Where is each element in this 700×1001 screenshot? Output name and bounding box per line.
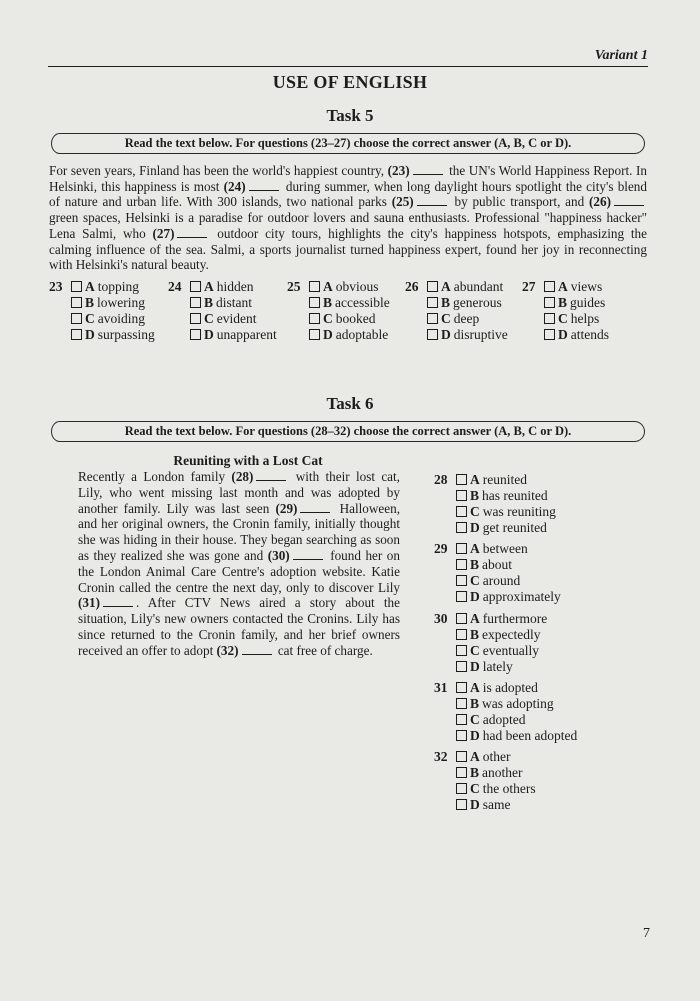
story-title: Reuniting with a Lost Cat xyxy=(173,453,323,468)
question-marker: (29) xyxy=(275,500,298,516)
option-text: adoptable xyxy=(335,327,389,342)
checkbox[interactable] xyxy=(309,297,320,308)
option-d[interactable] xyxy=(405,327,508,343)
passage-text: by public transport, and xyxy=(449,194,590,210)
option-b[interactable] xyxy=(168,295,277,311)
option-c[interactable] xyxy=(434,712,577,728)
checkbox[interactable] xyxy=(456,767,467,778)
answer-blank xyxy=(242,643,272,655)
answer-blank xyxy=(256,469,286,481)
checkbox[interactable] xyxy=(456,474,467,485)
option-letter: D xyxy=(558,327,568,342)
question-32 xyxy=(434,749,536,813)
option-a[interactable] xyxy=(287,279,390,295)
option-letter: A xyxy=(470,611,480,626)
checkbox[interactable] xyxy=(456,698,467,709)
option-a[interactable] xyxy=(434,541,561,557)
option-text: topping xyxy=(97,279,140,294)
option-letter: D xyxy=(470,728,480,743)
passage-text: . After CTV News aired a story about the situation, Lily's new owners contacted the Cronins. Lily has since returned to the Cronin family, and her brief owners received an offer to adopt xyxy=(78,595,400,658)
checkbox[interactable] xyxy=(456,783,467,794)
option-text: lately xyxy=(482,659,513,674)
option-text: same xyxy=(482,797,511,812)
option-text: another xyxy=(482,765,523,780)
question-24 xyxy=(168,279,277,343)
task6-title: Task 6 xyxy=(326,394,374,413)
option-d[interactable] xyxy=(49,327,155,343)
option-letter: D xyxy=(470,520,480,535)
option-text: surpassing xyxy=(97,327,155,342)
answer-blank xyxy=(413,163,443,175)
option-c[interactable] xyxy=(49,311,155,327)
option-letter: C xyxy=(470,643,480,658)
option-text: between xyxy=(482,541,528,556)
question-number: 32 xyxy=(434,749,448,764)
checkbox[interactable] xyxy=(309,281,320,292)
question-31 xyxy=(434,680,577,744)
question-number: 27 xyxy=(522,279,536,294)
checkbox[interactable] xyxy=(456,799,467,810)
option-c[interactable] xyxy=(434,643,547,659)
passage-text: Halloween, and her original owners, the Cronin family, initially thought she was hiding in their house. They began searching as soon as they realized she was gone and xyxy=(78,500,401,563)
option-letter: B xyxy=(470,627,480,642)
passage-text: found her on the London Animal Care Centre's adoption website. Katie Cronin called the centre the next day, only to discover Lily xyxy=(78,547,400,595)
question-23 xyxy=(49,279,155,343)
option-letter: A xyxy=(441,279,451,294)
passage-text: with their lost cat, Lily, who went missing last month and was adopted by another family. Lily was last seen xyxy=(78,469,400,516)
option-letter: B xyxy=(323,295,333,310)
question-marker: (25) xyxy=(391,194,414,210)
option-letter: C xyxy=(85,311,95,326)
checkbox[interactable] xyxy=(456,629,467,640)
checkbox[interactable] xyxy=(456,751,467,762)
checkbox[interactable] xyxy=(456,522,467,533)
option-text: unapparent xyxy=(216,327,277,342)
option-letter: B xyxy=(470,557,480,572)
variant-label: Variant 1 xyxy=(594,48,648,63)
option-d[interactable] xyxy=(434,589,561,605)
question-marker: (31) xyxy=(78,595,100,611)
option-text: hidden xyxy=(216,279,254,294)
option-text: eventually xyxy=(482,643,539,658)
header-rule xyxy=(48,66,648,67)
option-c[interactable] xyxy=(405,311,508,327)
option-text: views xyxy=(570,279,603,294)
checkbox[interactable] xyxy=(456,575,467,586)
page-number: 7 xyxy=(643,926,650,941)
section-title: USE OF ENGLISH xyxy=(272,72,428,92)
option-text: abundant xyxy=(453,279,504,294)
option-a[interactable] xyxy=(434,680,577,696)
checkbox[interactable] xyxy=(456,714,467,725)
answer-blank xyxy=(417,194,447,206)
question-marker: (26) xyxy=(589,194,611,210)
option-letter: A xyxy=(470,749,480,764)
question-number: 29 xyxy=(434,541,448,556)
option-c[interactable] xyxy=(522,311,609,327)
checkbox[interactable] xyxy=(190,281,201,292)
option-letter: B xyxy=(85,295,95,310)
option-text: around xyxy=(482,573,521,588)
passage-text: cat free of charge. xyxy=(274,642,373,658)
option-text: approximately xyxy=(482,589,561,604)
option-a[interactable] xyxy=(49,279,155,295)
answer-blank xyxy=(300,501,330,513)
option-b[interactable] xyxy=(434,627,547,643)
option-b[interactable] xyxy=(405,295,508,311)
passage-text: the UN's World Happiness Report. In Helsinki, this happiness is most xyxy=(49,163,647,194)
option-text: obvious xyxy=(335,279,379,294)
option-text: booked xyxy=(335,311,376,326)
checkbox[interactable] xyxy=(456,543,467,554)
option-text: furthermore xyxy=(482,611,548,626)
option-text: reunited xyxy=(482,472,527,487)
checkbox[interactable] xyxy=(71,281,82,292)
option-b[interactable] xyxy=(522,295,609,311)
option-a[interactable] xyxy=(522,279,609,295)
option-text: was reuniting xyxy=(482,504,556,519)
option-letter: B xyxy=(204,295,214,310)
option-letter: A xyxy=(204,279,214,294)
option-letter: A xyxy=(323,279,333,294)
option-d[interactable] xyxy=(287,327,390,343)
checkbox[interactable] xyxy=(427,329,438,340)
checkbox[interactable] xyxy=(456,661,467,672)
answer-blank xyxy=(293,548,323,560)
option-letter: C xyxy=(470,712,480,727)
checkbox[interactable] xyxy=(309,313,320,324)
option-c[interactable] xyxy=(287,311,390,327)
option-letter: D xyxy=(85,327,95,342)
checkbox[interactable] xyxy=(427,297,438,308)
checkbox[interactable] xyxy=(456,645,467,656)
option-letter: D xyxy=(470,589,480,604)
passage-text: Recently a London family xyxy=(78,469,232,484)
question-number: 30 xyxy=(434,611,448,626)
passage-text: outdoor city tours, highlights the city's happiness hotspots, emphasizing the calming influence of the sea. Salmi, a sports journalist turned happiness expert, found her joy in reconnecting with Helsinki's natural beauty. xyxy=(49,225,647,273)
option-letter: A xyxy=(85,279,95,294)
checkbox[interactable] xyxy=(71,329,82,340)
checkbox[interactable] xyxy=(456,490,467,501)
task6-passage xyxy=(78,469,400,659)
question-number: 26 xyxy=(405,279,419,294)
checkbox[interactable] xyxy=(456,559,467,570)
option-letter: C xyxy=(323,311,333,326)
checkbox[interactable] xyxy=(190,313,201,324)
option-text: guides xyxy=(570,295,606,310)
option-b[interactable] xyxy=(434,765,536,781)
checkbox[interactable] xyxy=(190,329,201,340)
option-text: expectedly xyxy=(482,627,541,642)
option-letter: D xyxy=(470,797,480,812)
checkbox[interactable] xyxy=(456,613,467,624)
option-text: the others xyxy=(482,781,536,796)
checkbox[interactable] xyxy=(427,281,438,292)
option-letter: C xyxy=(470,573,480,588)
option-d[interactable] xyxy=(168,327,277,343)
option-letter: B xyxy=(470,488,480,503)
option-a[interactable] xyxy=(434,611,547,627)
option-letter: A xyxy=(470,472,480,487)
checkbox[interactable] xyxy=(71,297,82,308)
option-text: has reunited xyxy=(482,488,548,503)
task5-title: Task 5 xyxy=(326,106,374,125)
option-c[interactable] xyxy=(434,504,556,520)
option-text: get reunited xyxy=(482,520,547,535)
option-c[interactable] xyxy=(168,311,277,327)
option-letter: B xyxy=(470,696,480,711)
answer-blank xyxy=(177,226,207,238)
option-text: adopted xyxy=(482,712,526,727)
question-27 xyxy=(522,279,609,343)
option-text: about xyxy=(482,557,513,572)
option-letter: B xyxy=(558,295,568,310)
checkbox[interactable] xyxy=(544,281,555,292)
answer-blank xyxy=(103,595,133,607)
question-marker: (24) xyxy=(223,178,246,194)
option-letter: C xyxy=(470,504,480,519)
option-d[interactable] xyxy=(522,327,609,343)
option-letter: C xyxy=(470,781,480,796)
question-25 xyxy=(287,279,390,343)
checkbox[interactable] xyxy=(544,313,555,324)
option-text: is adopted xyxy=(482,680,538,695)
option-letter: D xyxy=(470,659,480,674)
question-marker: (27) xyxy=(152,225,175,241)
checkbox[interactable] xyxy=(544,329,555,340)
question-number: 28 xyxy=(434,472,448,487)
option-text: accessible xyxy=(335,295,390,310)
option-d[interactable] xyxy=(434,728,577,744)
option-b[interactable] xyxy=(434,488,556,504)
checkbox[interactable] xyxy=(309,329,320,340)
answer-blank xyxy=(614,194,644,206)
checkbox[interactable] xyxy=(190,297,201,308)
task5-instruction: Read the text below. For questions (23–27) choose the correct answer (A, B, C or D). xyxy=(51,133,645,154)
option-c[interactable] xyxy=(434,573,561,589)
task5-passage xyxy=(49,163,647,273)
question-28 xyxy=(434,472,556,536)
passage-text: For seven years, Finland has been the world's happiest country, xyxy=(49,163,388,178)
option-text: avoiding xyxy=(97,311,145,326)
option-letter: D xyxy=(323,327,333,342)
option-b[interactable] xyxy=(434,696,577,712)
option-d[interactable] xyxy=(434,520,556,536)
option-text: was adopting xyxy=(482,696,554,711)
checkbox[interactable] xyxy=(456,591,467,602)
question-26 xyxy=(405,279,508,343)
question-29 xyxy=(434,541,561,605)
option-letter: A xyxy=(470,680,480,695)
option-d[interactable] xyxy=(434,659,547,675)
option-text: disruptive xyxy=(453,327,508,342)
checkbox[interactable] xyxy=(456,506,467,517)
question-marker: (23) xyxy=(387,163,410,178)
option-letter: A xyxy=(558,279,568,294)
question-number: 24 xyxy=(168,279,182,294)
checkbox[interactable] xyxy=(71,313,82,324)
passage-text: green spaces, Helsinki is a paradise for outdoor lovers and sauna enthusiasts. Professional "happiness hacker" Lena Salmi, who xyxy=(49,210,647,241)
option-a[interactable] xyxy=(168,279,277,295)
question-marker: (32) xyxy=(216,642,239,658)
option-c[interactable] xyxy=(434,781,536,797)
question-number: 25 xyxy=(287,279,301,294)
option-a[interactable] xyxy=(405,279,508,295)
option-text: attends xyxy=(570,327,609,342)
question-30 xyxy=(434,611,547,675)
checkbox[interactable] xyxy=(456,730,467,741)
option-text: generous xyxy=(453,295,502,310)
checkbox[interactable] xyxy=(456,682,467,693)
option-letter: A xyxy=(470,541,480,556)
option-text: lowering xyxy=(97,295,146,310)
option-letter: B xyxy=(441,295,451,310)
option-b[interactable] xyxy=(287,295,390,311)
option-b[interactable] xyxy=(49,295,155,311)
question-marker: (28) xyxy=(231,469,254,484)
option-letter: D xyxy=(204,327,214,342)
option-letter: C xyxy=(558,311,568,326)
option-letter: C xyxy=(204,311,214,326)
question-number: 23 xyxy=(49,279,63,294)
option-a[interactable] xyxy=(434,749,536,765)
option-text: evident xyxy=(216,311,257,326)
option-d[interactable] xyxy=(434,797,536,813)
passage-text: during summer, when long daylight hours spotlight the city's blend of nature and urban life. With 300 islands, two national parks xyxy=(49,178,647,210)
question-marker: (30) xyxy=(267,547,290,563)
answer-blank xyxy=(249,179,279,191)
question-number: 31 xyxy=(434,680,448,695)
checkbox[interactable] xyxy=(427,313,438,324)
option-text: had been adopted xyxy=(482,728,578,743)
option-b[interactable] xyxy=(434,557,561,573)
option-text: distant xyxy=(216,295,253,310)
option-letter: B xyxy=(470,765,480,780)
option-letter: D xyxy=(441,327,451,342)
option-letter: C xyxy=(441,311,451,326)
option-a[interactable] xyxy=(434,472,556,488)
checkbox[interactable] xyxy=(544,297,555,308)
option-text: deep xyxy=(453,311,480,326)
option-text: helps xyxy=(570,311,600,326)
task6-instruction: Read the text below. For questions (28–32) choose the correct answer (A, B, C or D). xyxy=(51,421,645,442)
option-text: other xyxy=(482,749,511,764)
